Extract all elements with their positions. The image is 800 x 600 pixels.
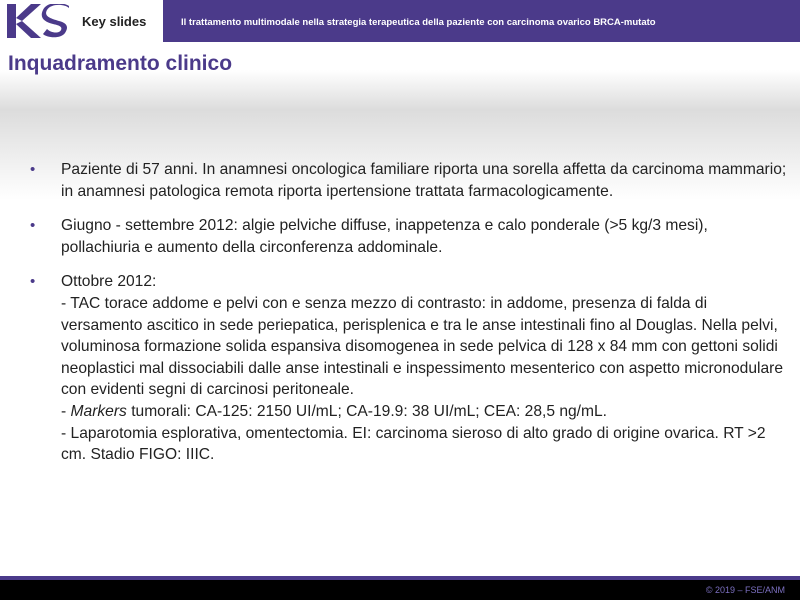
- section-title: Inquadramento clinico: [8, 52, 233, 75]
- bullet-icon: •: [30, 161, 36, 178]
- bullet-list: [30, 159, 788, 479]
- footer-bar: [0, 580, 800, 600]
- list-item: [30, 271, 788, 465]
- bullet-icon: •: [30, 273, 36, 291]
- copyright-text: © 2019 – FSE/ANM: [705, 585, 785, 595]
- bullet-text: Giugno - settembre 2012: algie pelviche diffuse, inappetenza e calo ponderale (>5 kg/3 mesi), pollachiuria e aumento della circonferenza addominale.: [61, 217, 708, 256]
- list-item: [30, 159, 788, 202]
- ks-logo: [7, 4, 71, 38]
- markers-rest: tumorali: CA-125: 2150 UI/mL; CA-19.9: 38 UI/mL; CEA: 28,5 ng/mL.: [126, 402, 608, 420]
- bullet-text: - Laparotomia esplorativa, omentectomia. EI: carcinoma sieroso di alto grado di origine ovarica. RT >2 cm. Stadio FIGO: IIIC.: [61, 424, 766, 464]
- header-bar: [0, 0, 800, 42]
- logo-panel: [0, 0, 163, 42]
- markers-line: [61, 401, 788, 423]
- bullet-icon: •: [30, 217, 36, 235]
- bullet-heading: Ottobre 2012:: [61, 273, 157, 291]
- bullet-text: - TAC torace addome e pelvi con e senza mezzo di contrasto: in addome, presenza di falda di versamento ascitico in sede periepatica, perisplenica e tra le anse intestinali fino al Douglas. Nella pelvi, voluminosa formazione solida espansiva disomogenea in sede pelvica di 128 x 84 mm con gettoni solidi neoplastici mal dissociabili dalle anse intestinali e inspessimento mesenterico con aspetto micronodulare con evidenti segni di carcinosi peritoneale.: [61, 294, 784, 399]
- presentation-title: Il trattamento multimodale nella strategia terapeutica della paziente con carcinoma ovarico BRCA-mutato: [181, 17, 656, 28]
- key-slides-label: Key slides: [82, 14, 147, 29]
- bullet-text: Paziente di 57 anni. In anamnesi oncologica familiare riporta una sorella affetta da carcinoma mammario; in anamnesi patologica remota riporta ipertensione trattata farmacologicamente.: [61, 161, 787, 200]
- markers-prefix: -: [61, 402, 71, 420]
- markers-italic: Markers: [70, 402, 127, 420]
- list-item: [30, 215, 788, 258]
